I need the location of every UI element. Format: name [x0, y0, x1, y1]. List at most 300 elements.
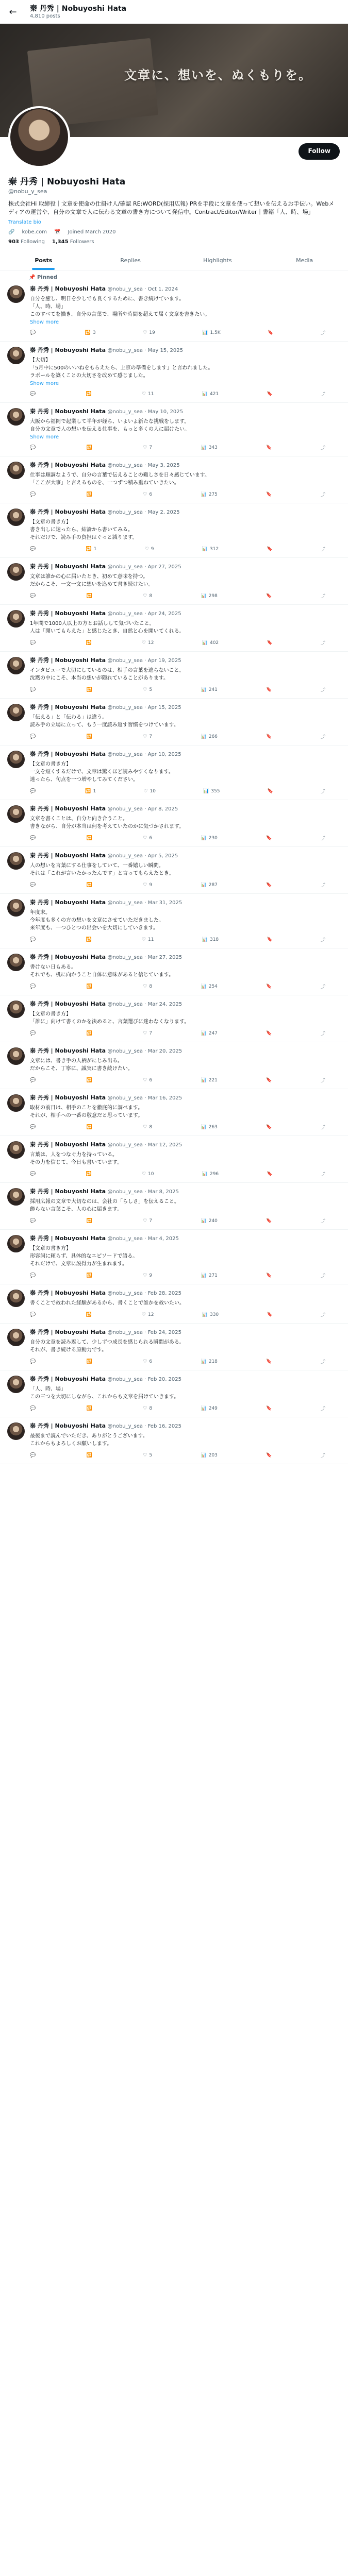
- tweet-handle-date: @nobu_y_sea · May 15, 2025: [107, 348, 183, 353]
- tweet-avatar[interactable]: [7, 751, 25, 768]
- tweet-row[interactable]: [0, 699, 348, 745]
- tweet-avatar[interactable]: [7, 1376, 25, 1393]
- heart-icon: ♡: [143, 1077, 147, 1083]
- reply-button[interactable]: [30, 1077, 38, 1083]
- tweet-handle-date: @nobu_y_sea · Apr 8, 2025: [107, 806, 178, 812]
- views-button[interactable]: 📊 275: [201, 492, 218, 497]
- repost-icon: 🔁: [85, 330, 91, 335]
- tweet-body: [30, 1290, 341, 1318]
- reply-button[interactable]: [30, 592, 38, 599]
- like-button[interactable]: ♡ 5: [143, 687, 153, 692]
- share-icon: ⤴: [320, 1172, 325, 1177]
- like-button[interactable]: ♡ 11: [141, 391, 154, 397]
- tweet-avatar[interactable]: [7, 852, 25, 870]
- tweet-author-name[interactable]: 秦 丹秀 | Nobuyoshi Hata: [30, 285, 106, 292]
- repost-button[interactable]: [87, 1358, 94, 1365]
- like-button[interactable]: ♡ 8: [143, 984, 153, 989]
- views-button[interactable]: 📊 1.5K: [202, 330, 221, 335]
- bookmark-icon: 🔖: [267, 788, 273, 794]
- bookmark-button[interactable]: [266, 1030, 272, 1037]
- like-button[interactable]: ♡ 8: [143, 1124, 153, 1130]
- reply-button[interactable]: [30, 733, 38, 740]
- reply-button[interactable]: [30, 391, 38, 397]
- tweet-author-name[interactable]: 秦 丹秀 | Nobuyoshi Hata: [30, 462, 106, 468]
- bookmark-button[interactable]: [266, 444, 272, 451]
- tweet-avatar[interactable]: [7, 509, 25, 526]
- views-button[interactable]: 📊 355: [203, 788, 220, 794]
- repost-icon: 🔁: [86, 640, 92, 646]
- reply-button[interactable]: [30, 1452, 38, 1459]
- views-button[interactable]: 📊 318: [202, 937, 219, 942]
- heart-icon: ♡: [141, 1312, 146, 1317]
- repost-button[interactable]: [87, 1124, 94, 1130]
- tweet-actions: [30, 686, 341, 693]
- views-button[interactable]: 📊 247: [201, 1030, 218, 1036]
- views-button[interactable]: 📊 221: [201, 1077, 218, 1083]
- bookmark-button[interactable]: [267, 936, 272, 943]
- tweet-row[interactable]: [0, 745, 348, 800]
- like-button[interactable]: ♡ 6: [143, 1359, 153, 1364]
- bookmark-button[interactable]: [267, 639, 272, 646]
- repost-button[interactable]: [87, 1272, 94, 1279]
- reply-icon: 💬: [30, 546, 36, 552]
- share-button[interactable]: [321, 1217, 325, 1224]
- tweet-author-name[interactable]: 秦 丹秀 | Nobuyoshi Hata: [30, 1235, 106, 1242]
- reply-button[interactable]: [30, 936, 38, 943]
- share-button[interactable]: [321, 329, 325, 336]
- reply-button[interactable]: [30, 329, 38, 336]
- repost-button[interactable]: [86, 936, 93, 943]
- repost-button[interactable]: [87, 491, 94, 498]
- tweet-body: [30, 1329, 341, 1365]
- views-button[interactable]: 📊 298: [201, 593, 218, 599]
- reply-button[interactable]: [30, 1217, 38, 1224]
- share-button[interactable]: [321, 639, 325, 646]
- tweet-text: 「伝える」と「伝わる」は違う。 読み手の立場に立って、もう一度読み返す習慣をつけています。: [30, 715, 179, 728]
- tweet-row[interactable]: [0, 995, 348, 1042]
- tweet-author-name[interactable]: 秦 丹秀 | Nobuyoshi Hata: [30, 1141, 106, 1148]
- bookmark-button[interactable]: [266, 1405, 272, 1412]
- views-button[interactable]: 📊 241: [201, 687, 218, 692]
- share-button[interactable]: [321, 391, 325, 397]
- reply-icon: 💬: [30, 1171, 36, 1177]
- like-button[interactable]: ♡ 6: [143, 1077, 153, 1083]
- like-button[interactable]: ♡ 9: [144, 546, 154, 552]
- tweet-row[interactable]: [0, 342, 348, 403]
- share-button[interactable]: [321, 1311, 325, 1318]
- tweet-body: [30, 1376, 341, 1412]
- reply-button[interactable]: [30, 1272, 38, 1279]
- reply-icon: 💬: [30, 835, 36, 841]
- tweet-text: 【文章の書き方】 「誰に」向けて書くのかを決めると、言葉選びに迷わなくなります。: [30, 1011, 190, 1025]
- repost-button[interactable]: [87, 1030, 94, 1037]
- repost-button[interactable]: [87, 444, 94, 451]
- tweet-handle-date: @nobu_y_sea · Feb 24, 2025: [107, 1330, 182, 1335]
- tweet-author-name[interactable]: 秦 丹秀 | Nobuyoshi Hata: [30, 751, 106, 757]
- tweet-avatar[interactable]: [7, 954, 25, 971]
- views-button[interactable]: 📊 254: [201, 984, 218, 989]
- views-icon: 📊: [202, 937, 208, 942]
- tweet-header: [30, 704, 341, 711]
- reply-button[interactable]: [30, 546, 38, 552]
- tweet-avatar[interactable]: [7, 347, 25, 364]
- reply-icon: 💬: [30, 1359, 36, 1364]
- heart-icon: ♡: [143, 835, 147, 841]
- repost-button[interactable]: [87, 1077, 94, 1083]
- bookmark-button[interactable]: [267, 546, 272, 552]
- bookmark-button[interactable]: [266, 983, 272, 990]
- tweet-text: 【文章の書き方】 書き出しに迷ったら、結論から書いてみる。 それだけで、読み手の負担はぐっと減ります。: [30, 519, 138, 540]
- calendar-icon: 📅: [54, 229, 61, 235]
- tweet-row[interactable]: [0, 456, 348, 503]
- bookmark-button[interactable]: [266, 733, 272, 740]
- tweet-row[interactable]: [0, 1089, 348, 1136]
- views-button[interactable]: 📊 240: [201, 1218, 218, 1224]
- tweet-row[interactable]: [0, 652, 348, 699]
- like-button[interactable]: ♡ 7: [143, 445, 153, 450]
- tweet-author-name[interactable]: 秦 丹秀 | Nobuyoshi Hata: [30, 657, 106, 664]
- tweet-author-name[interactable]: 秦 丹秀 | Nobuyoshi Hata: [30, 1047, 106, 1054]
- like-button[interactable]: ♡ 7: [143, 1030, 153, 1036]
- repost-button[interactable]: 🔁 1: [85, 788, 96, 794]
- tweet-text: 文章を書くことは、自分と向き合うこと。 書きながら、自分が本当は何を考えていたのかに気づかされます。: [30, 816, 185, 829]
- share-button[interactable]: [321, 882, 325, 888]
- bookmark-icon: 🔖: [266, 1124, 272, 1130]
- tweet-actions: [30, 936, 341, 943]
- tweet-row[interactable]: [0, 1230, 348, 1284]
- repost-icon: 🔁: [86, 1124, 92, 1130]
- tweet-row[interactable]: [0, 1284, 348, 1324]
- tweet-author-name[interactable]: 秦 丹秀 | Nobuyoshi Hata: [30, 1001, 106, 1007]
- tweet-body: [30, 1047, 341, 1083]
- tweet-text: インタビューで大切にしているのは、相手の言葉を遮らないこと。 沈黙の中にこそ、本当の想いが隠れていることがあります。: [30, 668, 185, 681]
- reply-button[interactable]: [30, 1311, 38, 1318]
- share-icon: ⤴: [320, 1406, 325, 1412]
- views-button[interactable]: 📊 266: [201, 734, 218, 739]
- reply-button[interactable]: [30, 1405, 38, 1412]
- tweet-avatar[interactable]: [7, 1422, 25, 1440]
- share-icon: ⤴: [320, 1453, 325, 1459]
- translate-bio-link[interactable]: Translate bio: [8, 219, 41, 225]
- share-button[interactable]: [321, 546, 325, 552]
- like-button[interactable]: ♡ 10: [143, 788, 156, 794]
- like-button[interactable]: ♡ 7: [143, 734, 153, 739]
- share-button[interactable]: [321, 983, 325, 990]
- tweet-row[interactable]: [0, 1183, 348, 1230]
- tweet-author-name[interactable]: 秦 丹秀 | Nobuyoshi Hata: [30, 408, 106, 415]
- tweet-body: [30, 408, 341, 451]
- reply-button[interactable]: [30, 1030, 38, 1037]
- tab-posts[interactable]: Posts: [0, 251, 87, 270]
- tweet-row[interactable]: [0, 1136, 348, 1183]
- tweet-row[interactable]: [0, 894, 348, 948]
- following-count[interactable]: 903 Following: [8, 239, 45, 245]
- repost-button[interactable]: [87, 1217, 94, 1224]
- heart-icon: ♡: [143, 593, 147, 599]
- tweet-actions: [30, 1311, 341, 1318]
- tweet-avatar[interactable]: [7, 704, 25, 721]
- repost-button[interactable]: [86, 1171, 93, 1177]
- bookmark-button[interactable]: [266, 1272, 272, 1279]
- tweet-avatar[interactable]: [7, 1001, 25, 1018]
- tweet-row[interactable]: [0, 1370, 348, 1417]
- repost-button[interactable]: [87, 686, 94, 693]
- tab-replies[interactable]: Replies: [120, 257, 141, 264]
- views-icon: 📊: [201, 835, 207, 841]
- like-button[interactable]: ♡ 12: [141, 640, 154, 646]
- bookmark-button[interactable]: [267, 391, 272, 397]
- share-button[interactable]: [321, 686, 325, 693]
- reply-button[interactable]: [30, 983, 38, 990]
- avatar[interactable]: [8, 106, 70, 168]
- reply-icon: 💬: [30, 984, 36, 989]
- repost-button[interactable]: [87, 1405, 94, 1412]
- bookmark-button[interactable]: [266, 1077, 272, 1083]
- tweet-author-name[interactable]: 秦 丹秀 | Nobuyoshi Hata: [30, 704, 106, 710]
- views-button[interactable]: 📊 230: [201, 835, 218, 841]
- share-button[interactable]: [321, 936, 325, 943]
- tweet-avatar[interactable]: [7, 1235, 25, 1252]
- share-icon: ⤴: [320, 1078, 325, 1083]
- follow-button[interactable]: Follow: [299, 143, 340, 160]
- repost-icon: 🔁: [86, 882, 92, 888]
- profile-name: 秦 丹秀 | Nobuyoshi Hata: [8, 177, 126, 187]
- reply-button[interactable]: [30, 882, 38, 888]
- views-button[interactable]: 📊 218: [201, 1359, 218, 1364]
- like-button[interactable]: ♡ 6: [143, 492, 153, 497]
- repost-icon: 🔁: [86, 546, 92, 552]
- tab-media[interactable]: Media: [296, 257, 313, 264]
- tweet-actions: [30, 546, 341, 552]
- tweet-author-name[interactable]: 秦 丹秀 | Nobuyoshi Hata: [30, 1329, 106, 1335]
- views-button[interactable]: 📊 343: [201, 445, 218, 450]
- top-bar-title: 秦 丹秀 | Nobuyoshi Hata: [30, 5, 127, 13]
- show-more-link[interactable]: Show more: [30, 319, 59, 325]
- share-button[interactable]: [321, 1452, 325, 1459]
- tweet-avatar[interactable]: [7, 610, 25, 628]
- tweet-avatar[interactable]: [7, 1047, 25, 1065]
- share-button[interactable]: [321, 1171, 325, 1177]
- tweet-text: 自分を癒し、明日を少しでも良くするために、書き続けています。 「人、時、場」 このすべてを描き、自分の言葉で、場所や時間を超えて届く文章を書きたい。: [30, 296, 210, 317]
- tweet-avatar[interactable]: [7, 1141, 25, 1159]
- like-button[interactable]: ♡ 8: [143, 593, 153, 599]
- tweet-handle-date: @nobu_y_sea · Mar 16, 2025: [107, 1095, 183, 1101]
- tweet-row[interactable]: [0, 605, 348, 652]
- like-button[interactable]: ♡ 9: [143, 882, 153, 888]
- tweet-row[interactable]: [0, 1042, 348, 1089]
- views-button[interactable]: 📊 402: [202, 640, 219, 646]
- reply-button[interactable]: [30, 639, 38, 646]
- heart-icon: ♡: [143, 330, 147, 335]
- bookmark-button[interactable]: [267, 1171, 272, 1177]
- reply-button[interactable]: [30, 444, 38, 451]
- tab-highlights[interactable]: Highlights: [203, 257, 232, 264]
- tweet-header: [30, 1235, 341, 1243]
- reply-button[interactable]: [30, 1358, 38, 1365]
- repost-button[interactable]: [87, 592, 94, 599]
- tweet-row[interactable]: [0, 280, 348, 342]
- share-button[interactable]: [321, 835, 325, 841]
- views-button[interactable]: 📊 296: [202, 1171, 219, 1177]
- tweet-header: [30, 899, 341, 907]
- repost-button[interactable]: [87, 882, 94, 888]
- tweet-avatar[interactable]: [7, 1329, 25, 1346]
- like-button[interactable]: ♡ 11: [141, 937, 154, 942]
- bookmark-icon: 🔖: [266, 445, 272, 450]
- bookmark-button[interactable]: [268, 329, 273, 336]
- share-icon: ⤴: [320, 1313, 325, 1318]
- bookmark-button[interactable]: [266, 1124, 272, 1130]
- bookmark-button[interactable]: [266, 592, 272, 599]
- heart-icon: ♡: [143, 445, 147, 450]
- repost-button[interactable]: [87, 835, 94, 841]
- repost-icon: 🔁: [86, 445, 92, 450]
- tweet-avatar[interactable]: [7, 462, 25, 479]
- bookmark-button[interactable]: [266, 1358, 272, 1365]
- bookmark-icon: 🔖: [266, 1359, 272, 1364]
- tweet-avatar[interactable]: [7, 657, 25, 674]
- reply-icon: 💬: [30, 445, 36, 450]
- tweet-author-name[interactable]: 秦 丹秀 | Nobuyoshi Hata: [30, 805, 106, 812]
- like-button[interactable]: ♡ 6: [143, 835, 153, 841]
- tweet-avatar[interactable]: [7, 285, 25, 303]
- tweet-row[interactable]: [0, 800, 348, 847]
- tweet-author-name[interactable]: 秦 丹秀 | Nobuyoshi Hata: [30, 347, 106, 353]
- tweet-row[interactable]: [0, 1324, 348, 1370]
- back-arrow-icon[interactable]: ←: [9, 6, 17, 18]
- repost-button[interactable]: [86, 391, 93, 397]
- share-button[interactable]: [321, 1124, 325, 1130]
- share-button[interactable]: [321, 1358, 325, 1365]
- share-button[interactable]: [321, 1272, 325, 1279]
- share-button[interactable]: [321, 1077, 325, 1083]
- views-button[interactable]: 📊 330: [202, 1312, 219, 1317]
- like-button[interactable]: ♡ 8: [143, 1405, 153, 1411]
- tweet-handle-date: @nobu_y_sea · Apr 19, 2025: [107, 658, 181, 664]
- tweet-actions: [30, 1171, 341, 1177]
- show-more-link[interactable]: Show more: [30, 434, 59, 440]
- like-button[interactable]: ♡ 9: [143, 1273, 153, 1278]
- share-button[interactable]: [321, 444, 325, 451]
- share-button[interactable]: [321, 592, 325, 599]
- like-button[interactable]: ♡ 19: [143, 330, 155, 335]
- share-button[interactable]: [321, 1405, 325, 1412]
- bookmark-icon: 🔖: [266, 492, 272, 497]
- tweet-body: [30, 462, 341, 498]
- tweet-author-name[interactable]: 秦 丹秀 | Nobuyoshi Hata: [30, 563, 106, 570]
- like-button[interactable]: ♡ 5: [143, 1452, 153, 1458]
- views-button[interactable]: 📊 249: [201, 1405, 218, 1411]
- repost-button[interactable]: [86, 639, 93, 646]
- views-button[interactable]: 📊 271: [201, 1273, 218, 1278]
- bookmark-icon: 🔖: [267, 391, 273, 397]
- tweet-row[interactable]: [0, 1417, 348, 1464]
- views-button[interactable]: 📊 421: [202, 391, 219, 397]
- tweet-avatar[interactable]: [7, 899, 25, 917]
- followers-count[interactable]: 1,345 Followers: [52, 239, 94, 245]
- tweet-row[interactable]: [0, 503, 348, 558]
- share-icon: ⤴: [320, 836, 325, 841]
- heart-icon: ♡: [143, 1124, 147, 1130]
- tweet-header: [30, 1422, 341, 1430]
- tweet-author-name[interactable]: 秦 丹秀 | Nobuyoshi Hata: [30, 1094, 106, 1101]
- profile-website[interactable]: kobe.com: [22, 229, 47, 235]
- bookmark-button[interactable]: [266, 491, 272, 498]
- tweet-author-name[interactable]: 秦 丹秀 | Nobuyoshi Hata: [30, 1188, 106, 1195]
- tweet-avatar[interactable]: [7, 563, 25, 581]
- share-button[interactable]: [321, 491, 325, 498]
- tweet-header: [30, 1094, 341, 1102]
- bookmark-button[interactable]: [266, 882, 272, 888]
- tweet-author-name[interactable]: 秦 丹秀 | Nobuyoshi Hata: [30, 1376, 106, 1382]
- banner-text: 文章に、想いを、ぬくもりを。: [124, 67, 312, 82]
- bookmark-button[interactable]: [266, 835, 272, 841]
- tweet-avatar[interactable]: [7, 408, 25, 426]
- like-button[interactable]: ♡ 12: [141, 1312, 154, 1317]
- tweet-author-name[interactable]: 秦 丹秀 | Nobuyoshi Hata: [30, 1422, 106, 1429]
- tweet-header: [30, 347, 341, 354]
- reply-button[interactable]: [30, 1124, 38, 1130]
- tweet-row[interactable]: [0, 948, 348, 995]
- tweet-author-name[interactable]: 秦 丹秀 | Nobuyoshi Hata: [30, 1290, 106, 1296]
- tweet-row[interactable]: [0, 847, 348, 894]
- tweet-author-name[interactable]: 秦 丹秀 | Nobuyoshi Hata: [30, 954, 106, 960]
- tweet-row[interactable]: [0, 558, 348, 605]
- tweet-avatar[interactable]: [7, 805, 25, 823]
- reply-button[interactable]: [30, 491, 38, 498]
- share-button[interactable]: [321, 733, 325, 740]
- share-button[interactable]: [321, 788, 325, 794]
- bookmark-button[interactable]: [268, 788, 273, 794]
- bookmark-button[interactable]: [266, 1217, 272, 1224]
- views-button[interactable]: 📊 287: [201, 882, 218, 888]
- link-icon: 🔗: [8, 229, 15, 235]
- tweet-avatar[interactable]: [7, 1094, 25, 1112]
- like-button[interactable]: ♡ 10: [141, 1171, 154, 1177]
- views-button[interactable]: 📊 203: [201, 1452, 218, 1458]
- show-more-link[interactable]: Show more: [30, 381, 59, 386]
- repost-button[interactable]: [86, 1311, 93, 1318]
- reply-button[interactable]: [30, 1171, 38, 1177]
- views-button[interactable]: 📊 263: [201, 1124, 218, 1130]
- bookmark-button[interactable]: [266, 686, 272, 693]
- tweet-author-name[interactable]: 秦 丹秀 | Nobuyoshi Hata: [30, 509, 106, 515]
- tweet-actions: [30, 491, 341, 498]
- views-icon: 📊: [201, 882, 207, 888]
- tweet-row[interactable]: [0, 403, 348, 456]
- like-button[interactable]: ♡ 7: [143, 1218, 153, 1224]
- tweet-author-name[interactable]: 秦 丹秀 | Nobuyoshi Hata: [30, 852, 106, 859]
- repost-button[interactable]: [87, 733, 94, 740]
- bookmark-button[interactable]: [267, 1311, 272, 1318]
- tweet-handle-date: @nobu_y_sea · Mar 31, 2025: [107, 900, 183, 906]
- repost-button[interactable]: 🔁 3: [85, 330, 96, 335]
- tweet-body: [30, 1141, 341, 1177]
- reply-button[interactable]: [30, 788, 38, 794]
- share-button[interactable]: [321, 1030, 325, 1037]
- tweet-author-name[interactable]: 秦 丹秀 | Nobuyoshi Hata: [30, 899, 106, 906]
- tweet-avatar[interactable]: [7, 1188, 25, 1206]
- reply-button[interactable]: [30, 835, 38, 841]
- tweet-avatar[interactable]: [7, 1290, 25, 1307]
- repost-button[interactable]: [87, 983, 94, 990]
- views-button[interactable]: 📊 312: [202, 546, 219, 552]
- reply-button[interactable]: [30, 686, 38, 693]
- repost-button[interactable]: 🔁 1: [86, 546, 97, 552]
- repost-button[interactable]: [87, 1452, 94, 1459]
- tweet-author-name[interactable]: 秦 丹秀 | Nobuyoshi Hata: [30, 610, 106, 617]
- bookmark-button[interactable]: [266, 1452, 272, 1459]
